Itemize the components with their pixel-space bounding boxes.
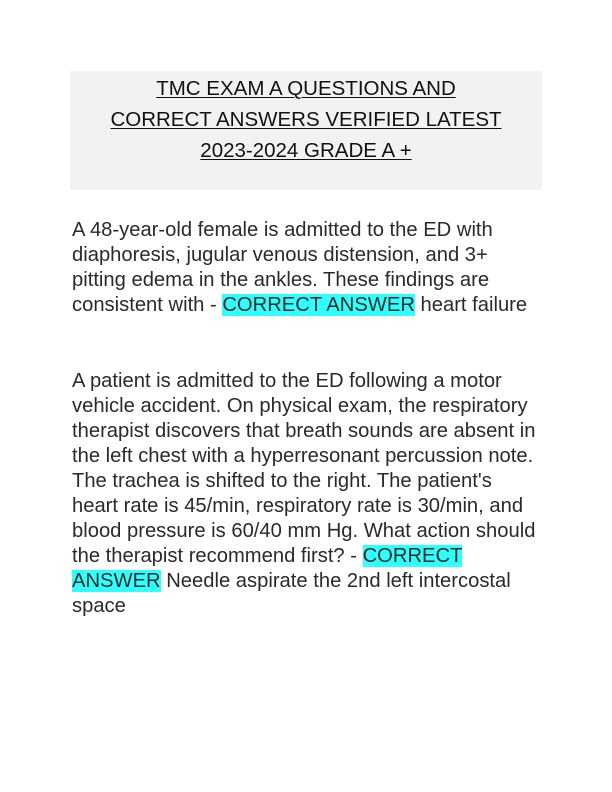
title-line-2: CORRECT ANSWERS VERIFIED LATEST bbox=[110, 108, 502, 131]
question-text-1: A 48-year-old female is admitted to the ED with diaphoresis, jugular venous distension, and 3+ pitting edema in the ankles. These findings are consistent with - bbox=[72, 219, 493, 316]
answer-text-1: heart failure bbox=[420, 294, 528, 316]
answer-marker-1: CORRECT ANSWER bbox=[222, 294, 415, 316]
document-title bbox=[70, 73, 542, 166]
title-line-3: 2023-2024 GRADE A + bbox=[200, 139, 412, 162]
answer-text-2: Needle aspirate the 2nd left intercostal space bbox=[72, 570, 511, 617]
question-text-2: A patient is admitted to the ED following a motor vehicle accident. On physical exam, the respiratory therapist discovers that breath sounds are absent in the left chest with a hyperresonant percussion note. The trachea is shifted to the right. The patient's heart rate is 45/min, respiratory rate is 30/min, and blood pressure is 60/40 mm Hg. What action should the therapist recommend first? - bbox=[72, 370, 536, 567]
title-box bbox=[70, 71, 542, 190]
answer-marker-2: CORRECT ANSWER bbox=[72, 545, 463, 592]
title-line-1: TMC EXAM A QUESTIONS AND bbox=[156, 77, 456, 100]
question-block-1 bbox=[72, 218, 542, 318]
question-block-2 bbox=[72, 369, 542, 619]
